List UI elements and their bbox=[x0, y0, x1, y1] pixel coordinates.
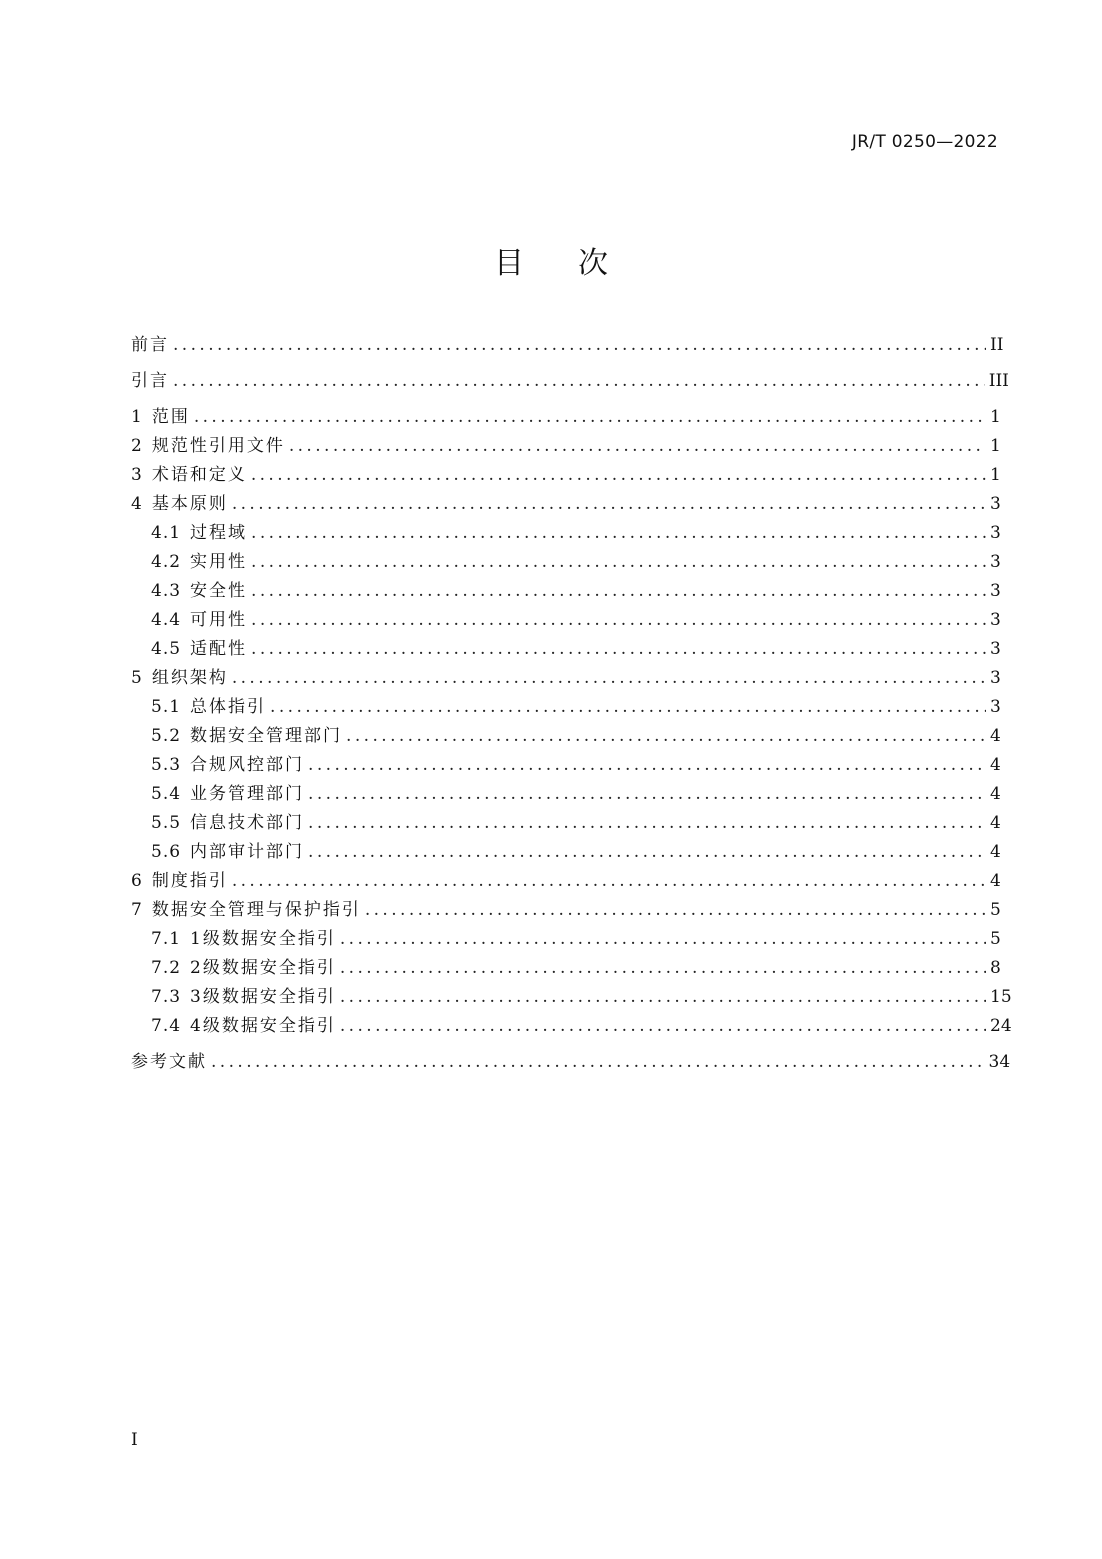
toc-entry-page: 4 bbox=[990, 813, 1001, 833]
toc-entry-number: 1 bbox=[131, 407, 143, 427]
toc-entry-label: 引言 bbox=[131, 371, 169, 391]
toc-leader-dots bbox=[173, 367, 985, 396]
toc-entry-7[interactable] bbox=[131, 896, 1001, 925]
toc-entry-7-2[interactable] bbox=[131, 954, 1001, 983]
toc-entry-number: 5 bbox=[131, 668, 143, 688]
toc-entry-page: II bbox=[990, 335, 1004, 355]
toc-entry-3[interactable] bbox=[131, 461, 1001, 490]
toc-entry-number: 4.5 bbox=[151, 639, 182, 659]
toc-entry-label: 4级数据安全指引 bbox=[190, 1016, 336, 1036]
toc-entry-label: 数据安全管理与保护指引 bbox=[151, 900, 361, 920]
toc-entry-number: 4.2 bbox=[151, 552, 182, 572]
toc-entry-page: 4 bbox=[990, 871, 1001, 891]
toc-entry-number: 5.1 bbox=[151, 697, 182, 717]
toc-entry-number: 7.3 bbox=[151, 987, 182, 1007]
toc-entry-label: 安全性 bbox=[190, 581, 248, 601]
toc-entry-page: 3 bbox=[990, 668, 1001, 688]
toc-entry-label: 3级数据安全指引 bbox=[190, 987, 336, 1007]
toc-entry-page: 5 bbox=[990, 900, 1001, 920]
toc-entry-5-3[interactable] bbox=[131, 751, 1001, 780]
document-code: JR/T 0250—2022 bbox=[851, 132, 998, 152]
toc-entry-page: 24 bbox=[990, 1016, 1012, 1036]
toc-entry-label: 前言 bbox=[131, 335, 169, 355]
toc-leader-dots bbox=[194, 403, 986, 432]
toc-entry-foreword[interactable] bbox=[131, 331, 1004, 360]
title-char-1: 目 bbox=[494, 246, 524, 281]
toc-leader-dots bbox=[232, 664, 986, 693]
toc-entry-page: 8 bbox=[990, 958, 1001, 978]
toc-leader-dots bbox=[289, 432, 986, 461]
toc-entry-page: 3 bbox=[990, 523, 1001, 543]
toc-leader-dots bbox=[340, 983, 986, 1012]
toc-leader-dots bbox=[308, 838, 986, 867]
toc-leader-dots bbox=[346, 722, 986, 751]
toc-entry-5-6[interactable] bbox=[131, 838, 1001, 867]
toc-leader-dots bbox=[251, 548, 986, 577]
toc-entry-label: 可用性 bbox=[190, 610, 248, 630]
toc-entry-label: 参考文献 bbox=[131, 1052, 207, 1072]
toc-entry-number: 2 bbox=[131, 436, 143, 456]
toc-entry-page: 4 bbox=[990, 726, 1001, 746]
toc-entry-5-2[interactable] bbox=[131, 722, 1001, 751]
toc-leader-dots bbox=[211, 1048, 985, 1077]
toc-leader-dots bbox=[232, 867, 986, 896]
toc-leader-dots bbox=[308, 809, 986, 838]
toc-entry-label: 规范性引用文件 bbox=[151, 436, 285, 456]
toc-entry-number: 4.3 bbox=[151, 581, 182, 601]
toc-entry-number: 6 bbox=[131, 871, 143, 891]
table-of-contents bbox=[131, 331, 1012, 1077]
toc-entry-page: 1 bbox=[990, 436, 1001, 456]
toc-entry-4-4[interactable] bbox=[131, 606, 1001, 635]
toc-entry-label: 1级数据安全指引 bbox=[190, 929, 336, 949]
toc-entry-page: 3 bbox=[990, 494, 1001, 514]
toc-entry-number: 4 bbox=[131, 494, 143, 514]
toc-entry-number: 4.4 bbox=[151, 610, 182, 630]
toc-entry-7-3[interactable] bbox=[131, 983, 1012, 1012]
toc-entry-label: 范围 bbox=[151, 407, 190, 427]
toc-entry-label: 合规风控部门 bbox=[190, 755, 305, 775]
toc-leader-dots bbox=[251, 577, 986, 606]
toc-entry-page: 15 bbox=[990, 987, 1012, 1007]
toc-entry-page: 1 bbox=[990, 465, 1001, 485]
toc-entry-5-5[interactable] bbox=[131, 809, 1001, 838]
toc-leader-dots bbox=[251, 635, 986, 664]
toc-leader-dots bbox=[270, 693, 986, 722]
toc-entry-number: 5.3 bbox=[151, 755, 182, 775]
toc-leader-dots bbox=[251, 461, 986, 490]
toc-entry-label: 2级数据安全指引 bbox=[190, 958, 336, 978]
toc-entry-page: III bbox=[988, 371, 1009, 391]
toc-leader-dots bbox=[340, 1012, 986, 1041]
toc-entry-page: 4 bbox=[990, 842, 1001, 862]
toc-entry-page: 3 bbox=[990, 610, 1001, 630]
toc-leader-dots bbox=[308, 751, 986, 780]
toc-entry-number: 3 bbox=[131, 465, 143, 485]
toc-entry-bibliography[interactable] bbox=[131, 1048, 1011, 1077]
toc-entry-label: 过程域 bbox=[190, 523, 248, 543]
toc-leader-dots bbox=[232, 490, 986, 519]
toc-entry-label: 组织架构 bbox=[151, 668, 228, 688]
toc-entry-label: 适配性 bbox=[190, 639, 248, 659]
toc-entry-1[interactable] bbox=[131, 403, 1001, 432]
toc-entry-number: 5.6 bbox=[151, 842, 182, 862]
toc-entry-number: 4.1 bbox=[151, 523, 182, 543]
toc-entry-number: 5.2 bbox=[151, 726, 182, 746]
toc-leader-dots bbox=[251, 519, 986, 548]
toc-entry-page: 3 bbox=[990, 639, 1001, 659]
toc-entry-7-1[interactable] bbox=[131, 925, 1001, 954]
toc-entry-number: 5.5 bbox=[151, 813, 182, 833]
toc-entry-label: 信息技术部门 bbox=[190, 813, 305, 833]
page-number: I bbox=[131, 1430, 138, 1450]
toc-entry-page: 4 bbox=[990, 755, 1001, 775]
toc-entry-label: 实用性 bbox=[190, 552, 248, 572]
toc-entry-4-2[interactable] bbox=[131, 548, 1001, 577]
toc-entry-6[interactable] bbox=[131, 867, 1001, 896]
toc-entry-5[interactable] bbox=[131, 664, 1001, 693]
toc-entry-page: 3 bbox=[990, 581, 1001, 601]
toc-entry-label: 内部审计部门 bbox=[190, 842, 305, 862]
toc-leader-dots bbox=[365, 896, 986, 925]
toc-entry-page: 5 bbox=[990, 929, 1001, 949]
toc-leader-dots bbox=[173, 331, 986, 360]
toc-entry-label: 总体指引 bbox=[190, 697, 267, 717]
toc-entry-page: 1 bbox=[990, 407, 1001, 427]
title-char-2: 次 bbox=[578, 246, 608, 281]
toc-leader-dots bbox=[308, 780, 986, 809]
toc-entry-5-1[interactable] bbox=[131, 693, 1001, 722]
toc-entry-2[interactable] bbox=[131, 432, 1001, 461]
page-title bbox=[0, 238, 1102, 282]
toc-entry-number: 7.2 bbox=[151, 958, 182, 978]
toc-entry-label: 基本原则 bbox=[151, 494, 228, 514]
toc-entry-introduction[interactable] bbox=[131, 367, 1009, 396]
toc-entry-page: 3 bbox=[990, 697, 1001, 717]
toc-entry-number: 7 bbox=[131, 900, 143, 920]
toc-entry-page: 4 bbox=[990, 784, 1001, 804]
toc-entry-4[interactable] bbox=[131, 490, 1001, 519]
toc-entry-label: 制度指引 bbox=[151, 871, 228, 891]
toc-entry-4-3[interactable] bbox=[131, 577, 1001, 606]
toc-entry-label: 业务管理部门 bbox=[190, 784, 305, 804]
toc-entry-page: 3 bbox=[990, 552, 1001, 572]
toc-entry-number: 7.1 bbox=[151, 929, 182, 949]
toc-entry-label: 术语和定义 bbox=[151, 465, 247, 485]
toc-leader-dots bbox=[340, 954, 986, 983]
toc-entry-5-4[interactable] bbox=[131, 780, 1001, 809]
toc-entry-number: 7.4 bbox=[151, 1016, 182, 1036]
toc-entry-4-5[interactable] bbox=[131, 635, 1001, 664]
toc-leader-dots bbox=[340, 925, 986, 954]
toc-entry-label: 数据安全管理部门 bbox=[190, 726, 343, 746]
toc-leader-dots bbox=[251, 606, 986, 635]
toc-entry-page: 34 bbox=[988, 1052, 1011, 1072]
toc-entry-7-4[interactable] bbox=[131, 1012, 1012, 1041]
toc-entry-4-1[interactable] bbox=[131, 519, 1001, 548]
toc-entry-number: 5.4 bbox=[151, 784, 182, 804]
